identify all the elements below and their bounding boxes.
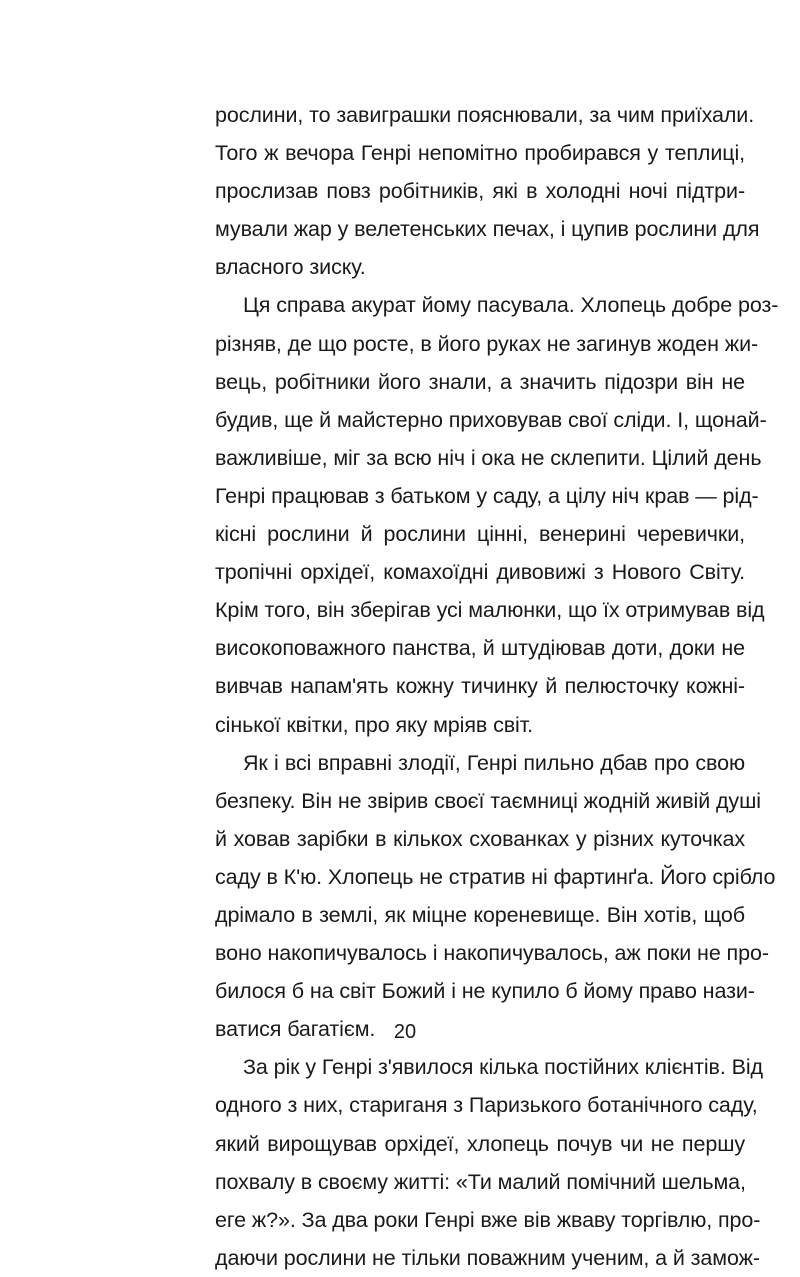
text-line: Того ж вечора Генрі непомітно пробирався у теплиці, [215,141,745,166]
text-line: важливіше, міг за всю ніч і ока не склепити. Цілий день [215,445,762,470]
text-line: Крім того, він зберігав усі малюнки, що їх отримував від [215,598,765,623]
text-line: вець, робітники його знали, а значить підозри він не [215,369,745,394]
text-line: Генрі працював з батьком у саду, а цілу ніч крав — рід- [215,483,759,508]
text-line: За рік у Генрі з'явилося кілька постійних клієнтів. Від [243,1055,763,1080]
text-line: саду в К'ю. Хлопець не стратив ні фартинґа. Його срібло [215,864,776,889]
page-number: 20 [393,1021,417,1043]
text-line: Як і всі вправні злодії, Генрі пильно дбав про свою [243,750,745,775]
text-line: дрімало в землі, як міцне кореневище. Він хотів, щоб [215,902,745,927]
text-line: даючи рослини не тільки поважним ученим, а й замож- [215,1245,760,1270]
text-line: різняв, де що росте, в його руках не загинув жоден жи- [215,331,759,356]
text-line: еге ж?». За два роки Генрі вже вів жваву торгівлю, про- [215,1207,761,1232]
text-line: вивчав напам'ять кожну тичинку й пелюсточку кожні- [215,674,745,699]
text-line: будив, ще й майстерно приховував свої сліди. І, щонай- [215,407,767,432]
text-line: сінької квітки, про яку мріяв світ. [215,712,533,737]
body-text [215,96,779,1277]
text-line: похвалу в своєму житті: «Ти малий помічний шельма, [215,1169,746,1194]
text-line: билося б на світ Божий і не купило б йому право нази- [215,979,755,1004]
text-line: який вирощував орхідеї, хлопець почув чи не першу [215,1131,745,1156]
text-line: прослизав повз робітників, які в холодні ночі підтри- [215,179,745,204]
text-line: безпеку. Він не звірив своєї таємниці жодній живій душі [215,788,761,813]
text-line: мували жар у велетенських печах, і цупив рослини для [215,217,760,242]
text-line: воно накопичувалось і накопичувалось, аж поки не про- [215,941,769,966]
text-line: кісні рослини й рослини цінні, венерині черевички, [215,522,745,547]
text-line: й ховав зарібки в кількох схованках у різних куточках [215,826,745,851]
text-line: високоповажного панства, й штудіював доти, доки не [215,636,745,661]
text-line: Ця справа акурат йому пасувала. Хлопець добре роз- [243,293,779,318]
text-line: тропічні орхідеї, комахоїдні дивовижі з Нового Світу. [215,560,745,585]
text-line: власного зиску. [215,255,366,280]
text-line: рослини, то завиграшки пояснювали, за чим приїхали. [215,103,755,127]
text-line: ватися багатієм. [215,1017,376,1042]
text-line: одного з них, стариганя з Паризького ботанічного саду, [215,1093,758,1118]
